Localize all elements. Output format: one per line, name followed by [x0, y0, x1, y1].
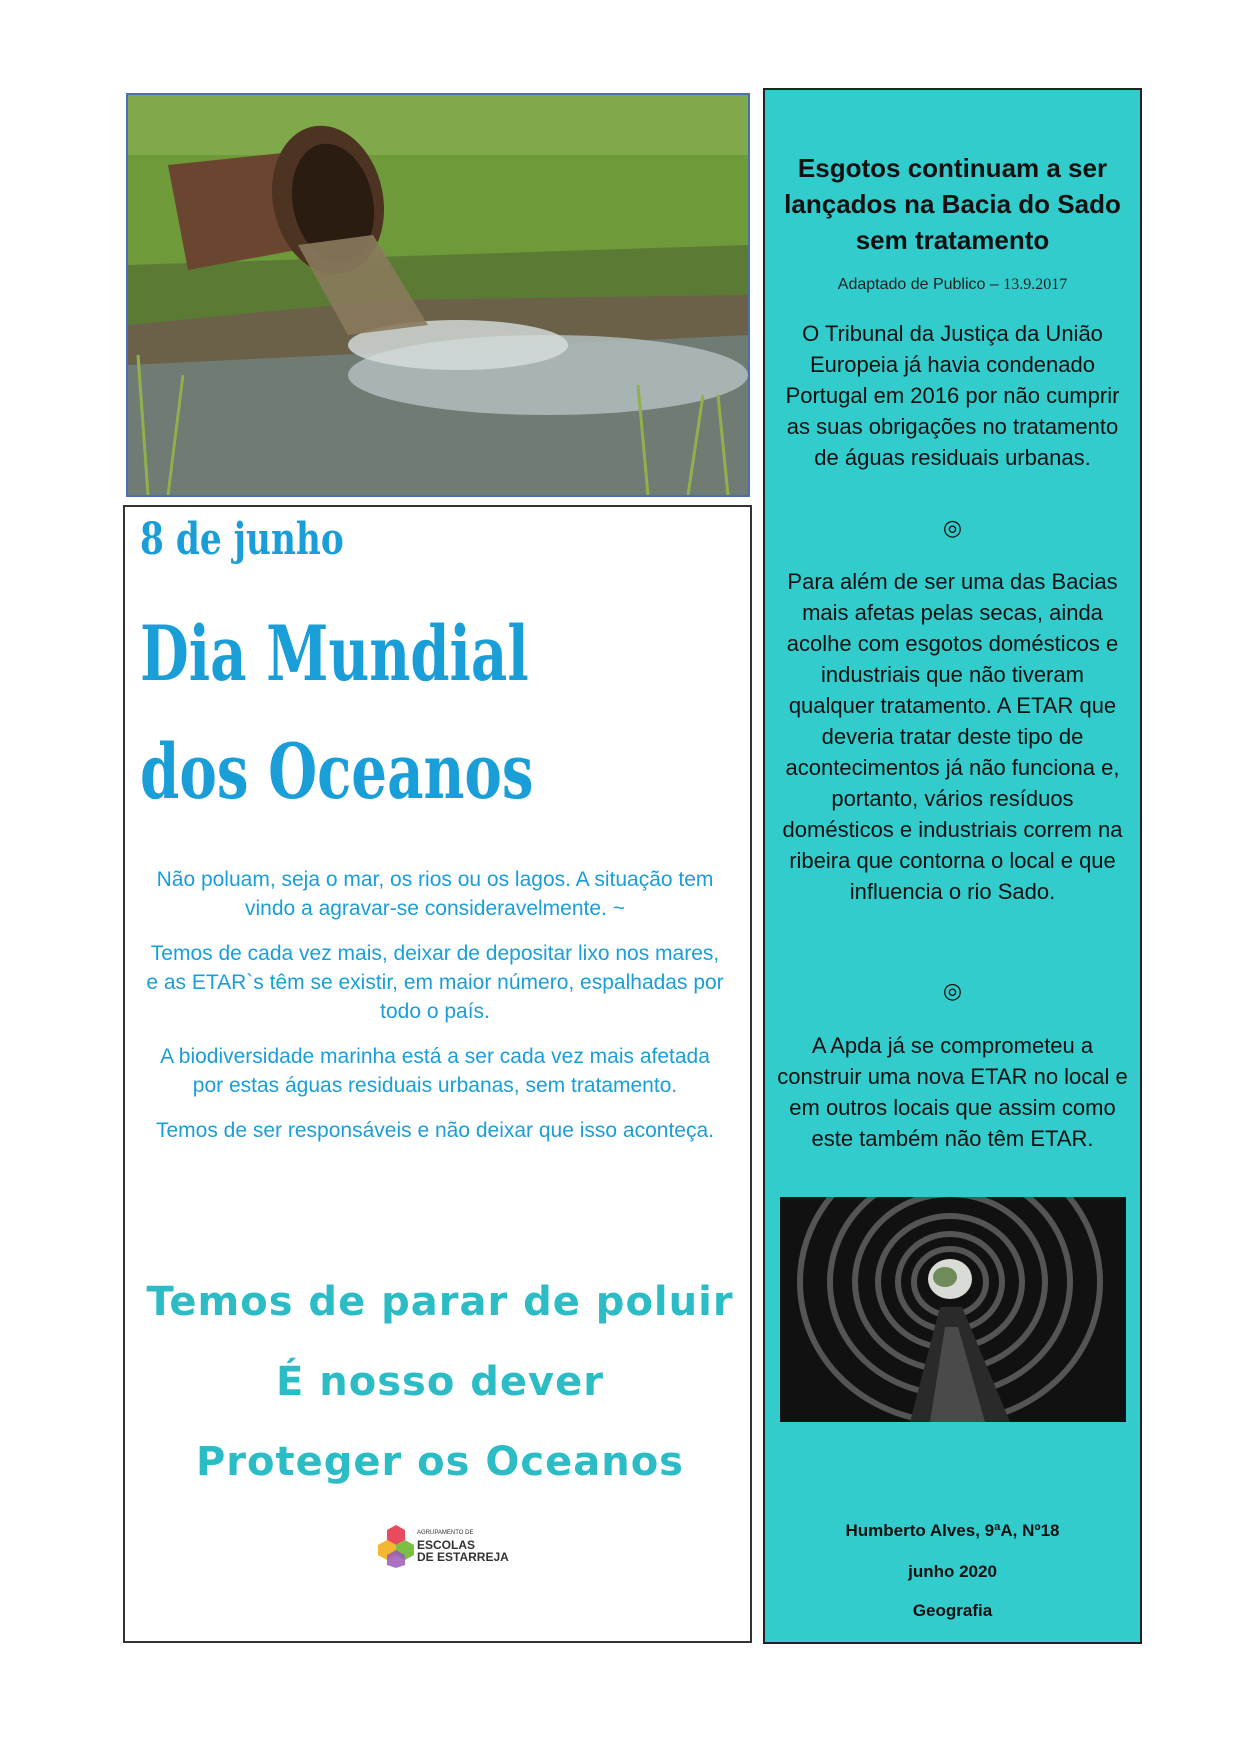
- paragraph: A biodiversidade marinha está a ser cada vez mais afetada por estas águas residuais urbanas, sem tratamento.: [160, 1045, 710, 1097]
- paragraph: Temos de ser responsáveis e não deixar que isso aconteça.: [156, 1119, 714, 1142]
- source-label: Adaptado de Publico –: [837, 276, 999, 293]
- bullseye-icon: ◎: [942, 515, 963, 540]
- source-line: [765, 276, 1140, 294]
- date-credit: junho 2020: [908, 1562, 997, 1581]
- sidebar-paragraph-2: Para além de ser uma das Bacias mais afetas pelas secas, ainda acolhe com esgotos domésticos e industriais que não tiveram qualquer tratamento. A ETAR que deveria tratar deste tipo de acontecimentos já não funciona e, portanto, vários resíduos domésticos e industriais correm na ribeira que contorna o local e que influencia o rio Sado.: [782, 569, 1123, 904]
- paragraph: Não poluam, seja o mar, os rios ou os lagos. A situação tem vindo a agravar-se consideravelmente. ~: [156, 868, 714, 920]
- author-credit: Humberto Alves, 9ªA, Nº18: [845, 1521, 1060, 1540]
- sidebar-paragraph-3: A Apda já se comprometeu a construir uma nova ETAR no local e em outros locais que assim como este também não têm ETAR.: [777, 1033, 1128, 1151]
- body-text: [145, 865, 725, 1161]
- logo-line-1: ESCOLAS: [417, 1538, 476, 1552]
- page-title: [140, 595, 554, 831]
- tunnel-photo: [780, 1197, 1126, 1422]
- slogan: [140, 1262, 740, 1502]
- school-logo: [375, 1523, 509, 1568]
- sidebar-paragraph-1: O Tribunal da Justiça da União Europeia já havia condenado Portugal em 2016 por não cumprir as suas obrigações no tratamento de águas residuais urbanas.: [785, 321, 1120, 470]
- logo-line-2: DE ESTARREJA: [417, 1550, 509, 1564]
- slogan-line-3: Proteger os Oceanos: [195, 1439, 684, 1485]
- subject-credit: Geografia: [912, 1601, 993, 1620]
- source-date: 13.9.2017: [1003, 276, 1068, 293]
- logo-top-text: AGRUPAMENTO DE: [417, 1530, 474, 1536]
- slogan-line-2: É nosso dever: [276, 1359, 604, 1405]
- bullseye-icon: ◎: [942, 978, 963, 1003]
- date-heading: 8 de junho: [140, 514, 344, 565]
- sewage-pipe-photo: [126, 93, 750, 497]
- title-line-1: Dia Mundial: [140, 609, 529, 698]
- paragraph: Temos de cada vez mais, deixar de depositar lixo nos mares, e as ETAR`s têm se existir, em maior número, espalhadas por todo o país.: [146, 942, 724, 1023]
- sidebar-title: Esgotos continuam a ser lançados na Bacia do Sado sem tratamento: [784, 153, 1121, 255]
- title-line-2: dos Oceanos: [140, 727, 534, 816]
- logo-hexagons-icon: [375, 1523, 417, 1568]
- slogan-line-1: Temos de parar de poluir: [146, 1279, 734, 1325]
- news-sidebar: [763, 88, 1142, 1644]
